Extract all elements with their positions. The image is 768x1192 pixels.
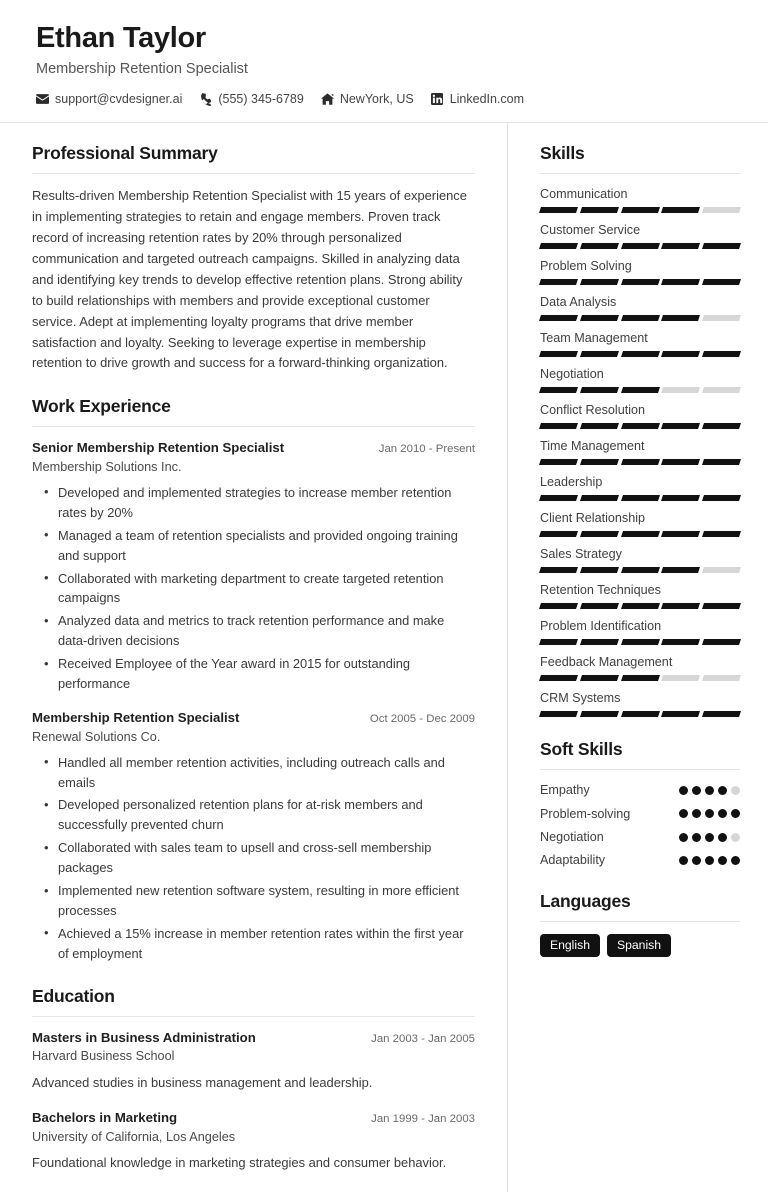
skill-segment — [539, 675, 578, 681]
soft-skill-rating — [679, 809, 740, 818]
skill-segment — [539, 387, 578, 393]
skills-list — [540, 186, 740, 717]
soft-skill-name: Adaptability — [540, 853, 606, 868]
skill-row — [540, 690, 740, 717]
education-school: Harvard Business School — [32, 1049, 175, 1064]
skill-name: CRM Systems — [540, 691, 621, 706]
skill-row — [540, 258, 740, 285]
skill-segment — [621, 639, 660, 645]
education-entry — [32, 1109, 475, 1174]
skill-segment — [702, 351, 741, 357]
skill-level-bar — [540, 207, 740, 213]
skill-segment — [539, 459, 578, 465]
skill-segment — [539, 243, 578, 249]
skill-name: Time Management — [540, 439, 645, 454]
bullet-item: • Collaborated with sales team to upsell and cross-sell membership packages — [58, 838, 475, 878]
soft-skill-row — [540, 806, 740, 822]
skill-segment — [539, 603, 578, 609]
section-skills — [540, 143, 740, 717]
section-divider — [32, 173, 475, 174]
skill-row — [540, 294, 740, 321]
skill-segment — [580, 351, 619, 357]
skill-segment — [702, 207, 741, 213]
skill-segment — [661, 567, 700, 573]
skill-row — [540, 366, 740, 393]
rating-dot — [718, 833, 727, 842]
skill-level-bar — [540, 279, 740, 285]
contact-text: LinkedIn.com — [449, 92, 525, 107]
contact-item-phone[interactable] — [199, 92, 303, 106]
skill-level-bar — [540, 675, 740, 681]
section-title-soft-skills: Soft Skills — [540, 739, 623, 760]
skill-segment — [621, 279, 660, 285]
experience-bullets — [32, 753, 475, 964]
soft-skill-row — [540, 852, 740, 868]
skill-segment — [580, 675, 619, 681]
skill-row — [540, 438, 740, 465]
rating-dot — [692, 856, 701, 865]
skill-segment — [580, 315, 619, 321]
contact-item-linkedin[interactable] — [431, 92, 524, 106]
rating-dot — [692, 833, 701, 842]
skill-name: Negotiation — [540, 367, 604, 382]
bullet-item: • Received Employee of the Year award in 2015 for outstanding performance — [58, 654, 475, 694]
skill-name: Feedback Management — [540, 655, 673, 670]
skill-segment — [702, 495, 741, 501]
experience-list — [32, 439, 475, 963]
skill-segment — [539, 315, 578, 321]
skill-segment — [621, 351, 660, 357]
skill-level-bar — [540, 459, 740, 465]
skill-segment — [702, 459, 741, 465]
education-school: University of California, Los Angeles — [32, 1129, 236, 1144]
soft-skill-name: Empathy — [540, 783, 590, 798]
summary-text: Results-driven Membership Retention Specialist with 15 years of experience in implementing strategies to retain and engage members. Proven track record of increasing retention rates by 20% through personalized communication and targeted outreach campaigns. Skilled in analyzing data and identifying key trends to develop effective retention plans. Strong ability to build relationships with members and provide exceptional customer service. Adept at implementing loyalty programs that drive member satisfaction and loyalty. Seeking to leverage expertise in membership retention to drive growth and success for a forward-thinking organization. — [32, 188, 467, 371]
skill-segment — [661, 207, 700, 213]
experience-title: Membership Retention Specialist — [32, 710, 240, 725]
skill-name: Client Relationship — [540, 511, 646, 526]
experience-organization: Renewal Solutions Co. — [32, 729, 161, 744]
skill-segment — [539, 567, 578, 573]
contact-text: (555) 345-6789 — [218, 92, 304, 107]
section-work-experience — [32, 396, 475, 963]
section-title-skills: Skills — [540, 143, 585, 164]
bullet-item: • Managed a team of retention specialists and provided ongoing training and support — [58, 526, 475, 566]
skill-segment — [621, 495, 660, 501]
rating-dot — [679, 786, 688, 795]
section-divider — [540, 769, 740, 770]
main-column — [0, 123, 508, 1192]
contact-text: NewYork, US — [339, 92, 414, 107]
skill-segment — [580, 639, 619, 645]
section-divider — [32, 1016, 475, 1017]
soft-skill-name: Negotiation — [540, 829, 604, 844]
rating-dot — [731, 856, 740, 865]
skill-name: Conflict Resolution — [540, 403, 645, 418]
skill-segment — [661, 423, 700, 429]
education-degree: Masters in Business Administration — [32, 1029, 256, 1045]
resume-body — [0, 123, 768, 1192]
section-title-summary: Professional Summary — [32, 143, 218, 164]
skill-segment — [702, 531, 741, 537]
language-pill: Spanish — [607, 934, 671, 958]
sidebar-column — [508, 123, 768, 1192]
skill-segment — [539, 639, 578, 645]
linkedin-icon — [431, 93, 444, 106]
education-date: Jan 1999 - Jan 2003 — [371, 1112, 475, 1125]
bullet-item: • Handled all member retention activities, including outreach calls and emails — [58, 753, 475, 793]
skill-level-bar — [540, 423, 740, 429]
skill-row — [540, 618, 740, 645]
skill-segment — [621, 675, 660, 681]
skill-segment — [580, 243, 619, 249]
entry-header — [32, 1029, 475, 1047]
rating-dot — [692, 809, 701, 818]
skill-name: Sales Strategy — [540, 547, 622, 562]
skill-segment — [661, 639, 700, 645]
skill-segment — [661, 279, 700, 285]
skill-segment — [661, 603, 700, 609]
rating-dot — [718, 856, 727, 865]
envelope-icon — [36, 93, 49, 106]
skill-segment — [580, 495, 619, 501]
skill-segment — [661, 675, 700, 681]
skill-segment — [702, 567, 741, 573]
skill-segment — [661, 459, 700, 465]
skill-segment — [661, 711, 700, 717]
skill-name: Retention Techniques — [540, 583, 661, 598]
skill-segment — [580, 279, 619, 285]
skill-name: Problem Identification — [540, 619, 662, 634]
skill-level-bar — [540, 351, 740, 357]
skill-segment — [621, 315, 660, 321]
soft-skill-rating — [679, 833, 740, 842]
bullet-item: • Developed and implemented strategies to increase member retention rates by 20% — [58, 483, 475, 523]
home-icon — [321, 93, 334, 106]
skill-segment — [702, 639, 741, 645]
skill-row — [540, 546, 740, 573]
skill-level-bar — [540, 387, 740, 393]
skill-name: Customer Service — [540, 223, 641, 238]
skill-segment — [702, 603, 741, 609]
skill-segment — [621, 459, 660, 465]
skill-segment — [702, 423, 741, 429]
skill-row — [540, 582, 740, 609]
bullet-item: • Collaborated with marketing department to create targeted retention campaigns — [58, 569, 475, 609]
skill-segment — [621, 567, 660, 573]
education-degree: Bachelors in Marketing — [32, 1109, 178, 1125]
skill-level-bar — [540, 711, 740, 717]
skill-row — [540, 474, 740, 501]
skill-segment — [539, 423, 578, 429]
contact-item-home[interactable] — [321, 92, 414, 106]
skill-segment — [580, 711, 619, 717]
skill-segment — [580, 531, 619, 537]
skill-segment — [661, 243, 700, 249]
skill-level-bar — [540, 495, 740, 501]
skill-row — [540, 330, 740, 357]
skill-segment — [702, 387, 741, 393]
section-title-education: Education — [32, 985, 115, 1006]
rating-dot — [705, 833, 714, 842]
rating-dot — [731, 786, 740, 795]
skill-row — [540, 510, 740, 537]
skill-segment — [580, 603, 619, 609]
skill-row — [540, 222, 740, 249]
experience-entry — [32, 709, 475, 964]
skill-segment — [621, 207, 660, 213]
skill-segment — [661, 315, 700, 321]
rating-dot — [718, 809, 727, 818]
skill-name: Problem Solving — [540, 259, 632, 274]
skill-name: Team Management — [540, 331, 648, 346]
contact-item-envelope[interactable] — [36, 92, 182, 106]
experience-title: Senior Membership Retention Specialist — [32, 440, 285, 456]
skill-segment — [621, 531, 660, 537]
skill-segment — [661, 531, 700, 537]
skill-level-bar — [540, 603, 740, 609]
skill-segment — [621, 387, 660, 393]
skill-segment — [621, 423, 660, 429]
skill-segment — [580, 459, 619, 465]
rating-dot — [731, 833, 740, 842]
bullet-item: • Developed personalized retention plans for at-risk members and successfully prevented churn — [58, 795, 475, 835]
skill-segment — [702, 315, 741, 321]
skill-segment — [539, 495, 578, 501]
section-divider — [32, 426, 475, 427]
skill-segment — [580, 423, 619, 429]
candidate-job-title: Membership Retention Specialist — [36, 61, 248, 78]
rating-dot — [718, 786, 727, 795]
resume-header — [0, 0, 768, 123]
entry-header — [32, 709, 475, 727]
phone-icon — [199, 93, 212, 106]
section-education — [32, 986, 475, 1174]
section-title-experience: Work Experience — [32, 396, 171, 417]
skill-segment — [661, 387, 700, 393]
education-description: Foundational knowledge in marketing strategies and consumer behavior. — [32, 1155, 447, 1171]
section-soft-skills — [540, 739, 740, 868]
soft-skills-list — [540, 782, 740, 868]
skill-name: Leadership — [540, 475, 603, 490]
bullet-item: • Achieved a 15% increase in member retention rates within the first year of employment — [58, 924, 475, 964]
section-divider — [540, 173, 740, 174]
soft-skill-rating — [679, 856, 740, 865]
soft-skill-rating — [679, 786, 740, 795]
skill-segment — [661, 495, 700, 501]
rating-dot — [679, 809, 688, 818]
rating-dot — [705, 786, 714, 795]
bullet-item: • Implemented new retention software system, resulting in more efficient processes — [58, 881, 475, 921]
rating-dot — [679, 856, 688, 865]
soft-skill-row — [540, 782, 740, 798]
skill-row — [540, 402, 740, 429]
rating-dot — [705, 856, 714, 865]
skill-segment — [702, 243, 741, 249]
skill-row — [540, 654, 740, 681]
rating-dot — [679, 833, 688, 842]
rating-dot — [692, 786, 701, 795]
education-description: Advanced studies in business management and leadership. — [32, 1075, 373, 1091]
skill-name: Data Analysis — [540, 295, 617, 310]
skill-segment — [539, 207, 578, 213]
skill-name: Communication — [540, 187, 628, 202]
skill-segment — [702, 279, 741, 285]
soft-skill-row — [540, 829, 740, 845]
skill-segment — [580, 207, 619, 213]
skill-segment — [621, 603, 660, 609]
section-professional-summary — [32, 143, 475, 374]
skill-segment — [702, 675, 741, 681]
rating-dot — [705, 809, 714, 818]
experience-organization: Membership Solutions Inc. — [32, 460, 182, 475]
skill-level-bar — [540, 243, 740, 249]
skill-segment — [539, 351, 578, 357]
experience-entry — [32, 439, 475, 694]
skill-level-bar — [540, 567, 740, 573]
experience-bullets — [32, 483, 475, 694]
contact-text: support@cvdesigner.ai — [55, 92, 183, 107]
skill-segment — [702, 711, 741, 717]
skill-level-bar — [540, 639, 740, 645]
entry-header — [32, 1109, 475, 1127]
languages-list — [540, 934, 740, 958]
education-date: Jan 2003 - Jan 2005 — [371, 1032, 475, 1045]
soft-skill-name: Problem-solving — [540, 806, 631, 821]
section-title-languages: Languages — [540, 890, 631, 911]
experience-date: Oct 2005 - Dec 2009 — [369, 713, 475, 725]
skill-segment — [621, 243, 660, 249]
entry-header — [32, 439, 475, 457]
skill-segment — [621, 711, 660, 717]
skill-row — [540, 186, 740, 213]
skill-level-bar — [540, 531, 740, 537]
education-entry — [32, 1029, 475, 1094]
section-languages — [540, 891, 740, 958]
education-list — [32, 1029, 475, 1174]
skill-segment — [539, 531, 578, 537]
skill-segment — [661, 351, 700, 357]
experience-date: Jan 2010 - Present — [378, 443, 475, 456]
skill-level-bar — [540, 315, 740, 321]
bullet-item: • Analyzed data and metrics to track retention performance and make data-driven decisions — [58, 611, 475, 651]
skill-segment — [539, 711, 578, 717]
section-divider — [540, 921, 740, 922]
contact-row — [36, 92, 732, 106]
skill-segment — [580, 387, 619, 393]
language-pill: English — [540, 934, 600, 958]
skill-segment — [580, 567, 619, 573]
candidate-name: Ethan Taylor — [36, 22, 206, 54]
rating-dot — [731, 809, 740, 818]
skill-segment — [539, 279, 578, 285]
